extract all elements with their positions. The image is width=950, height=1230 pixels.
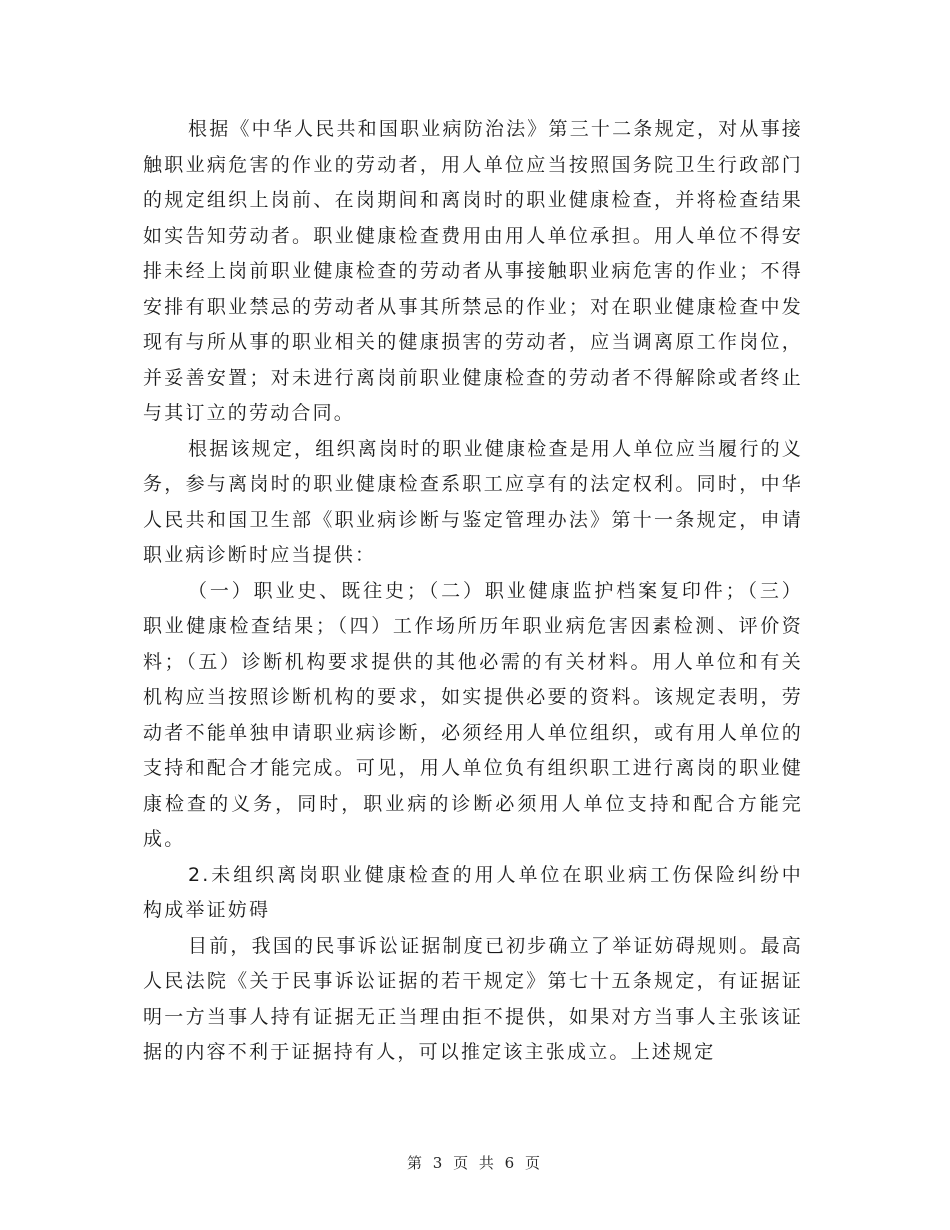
paragraph-occupational-law: 根据《中华人民共和国职业病防治法》第三十二条规定，对从事接触职业病危害的作业的劳动者，用人单位应当按照国务院卫生行政部门的规定组织上岗前、在岗期间和离岗时的职业健康检查，并将检查结果如实告知劳动者。职业健康检查费用由用人单位承担。用人单位不得安排未经上岗前职业健康检查的劳动者从事接触职业病危害的作业；不得安排有职业禁忌的劳动者从事其所禁忌的作业；对在职业健康检查中发现有与所从事的职业相关的健康损害的劳动者，应当调离原工作岗位，并妥善安置；对未进行离岗前职业健康检查的劳动者不得解除或者终止与其订立的劳动合同。 [143, 118, 803, 424]
document-body [143, 112, 803, 1071]
paragraph-exit-exam-obligation: 根据该规定，组织离岗时的职业健康检查是用人单位应当履行的义务，参与离岗时的职业健康检查系职工应享有的法定权利。同时，中华人民共和国卫生部《职业病诊断与鉴定管理办法》第十一条规定，申请职业病诊断时应当提供： [143, 437, 803, 566]
paragraph-evidence-rules: 目前，我国的民事诉讼证据制度已初步确立了举证妨碍规则。最高人民法院《关于民事诉讼证据的若干规定》第七十五条规定，有证据证明一方当事人持有证据无正当理由拒不提供，如果对方当事人主张该证据的内容不利于证据持有人，可以推定该主张成立。上述规定 [143, 934, 803, 1063]
paragraph-required-materials: （一）职业史、既往史；（二）职业健康监护档案复印件；（三）职业健康检查结果；（四）工作场所历年职业病危害因素检测、评价资料；（五）诊断机构要求提供的其他必需的有关材料。用人单位和有关机构应当按照诊断机构的要求，如实提供必要的资料。该规定表明，劳动者不能单独申请职业病诊断，必须经用人单位组织，或有用人单位的支持和配合才能完成。可见，用人单位负有组织职工进行离岗的职业健康检查的义务，同时，职业病的诊断必须用人单位支持和配合方能完成。 [143, 579, 803, 850]
section-heading-evidence-obstruction: 2.未组织离岗职业健康检查的用人单位在职业病工伤保险纠纷中构成举证妨碍 [143, 863, 803, 921]
page-number-footer: 第 3 页 共 6 页 [407, 1154, 543, 1172]
